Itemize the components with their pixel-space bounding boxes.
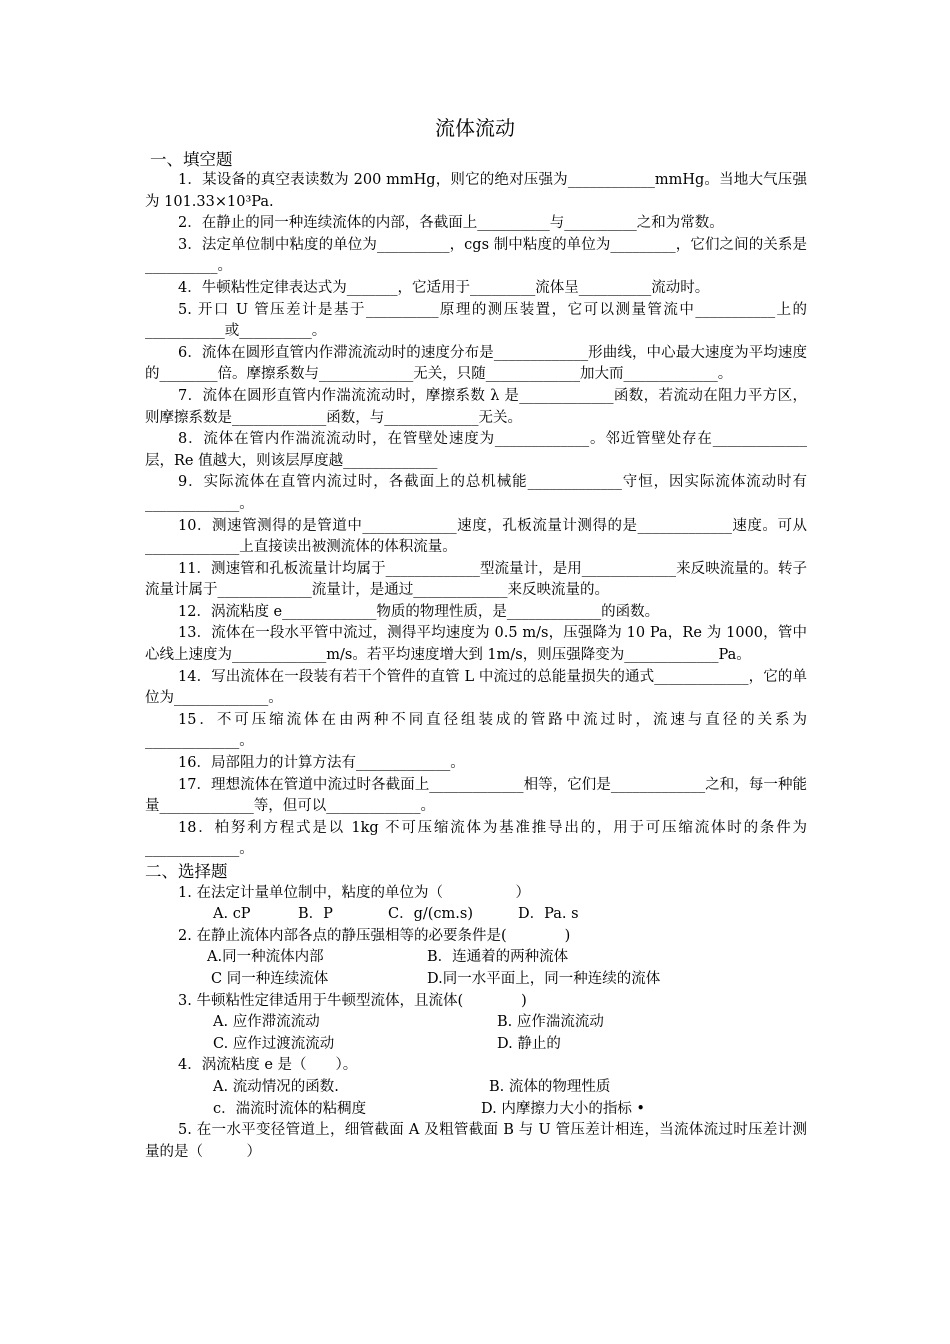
choice-question-3: 3. 牛顿粘性定律适用于牛顿型流体，且流体( ) <box>178 992 527 1009</box>
fill-question-13: 13．流体在一段水平管中流过，测得平均速度为 0.5 m/s，压强降为 10 Pa，Re 为 1000，管中心线上速度为_____________m/s。若平均速度增大到 1m/s，则压强降变为_____________Pa。 <box>145 625 807 664</box>
option-b: B．连通着的两种流体 <box>427 949 569 966</box>
fill-question-1: 1．某设备的真空表读数为 200 mmHg，则它的绝对压强为____________mmHg。当地大气压强为 101.33×10³Pa. <box>145 172 807 210</box>
choice-question-4: 4．涡流粘度 e 是（ ）。 <box>178 1057 358 1074</box>
section-heading-choice: 二、选择题 <box>145 862 228 881</box>
fill-question-8: 8．流体在管内作湍流流动时，在管壁处速度为_____________。邻近管壁处存在_____________层，Re 值越大，则该层厚度越_____________ <box>145 431 807 469</box>
fill-question-17: 17．理想流体在管道中流过时各截面上_____________相等，它们是_____________之和，每一种能量_____________等，但可以_____________。 <box>145 776 807 815</box>
fill-question-4: 4．牛顿粘性定律表达式为_______，它适用于_________流体呈__________流动时。 <box>178 279 710 296</box>
option-b: B. 流体的物理性质 <box>489 1078 611 1095</box>
fill-question-7: 7．流体在圆形直管内作湍流流动时，摩擦系数 λ 是_____________函数，若流动在阻力平方区，则摩擦系数是_____________函数，与_____________无关。 <box>145 387 807 426</box>
choice-question-2: 2. 在静止流体内部各点的静压强相等的必要条件是( ) <box>178 927 571 944</box>
fill-question-11: 11．测速管和孔板流量计均属于_____________型流量计，是用_____________来反映流量的。转子流量计属于_____________流量计，是通过_____________来反映流量的。 <box>145 560 807 599</box>
fill-question-12: 12．涡流粘度 e_____________物质的物理性质，是_____________的函数。 <box>178 603 660 620</box>
option-a: A.同一种流体内部 <box>207 949 324 966</box>
fill-question-2: 2．在静止的同一种连续流体的内部，各截面上__________与__________之和为常数。 <box>178 215 724 232</box>
option-c: C 同一种连续流体 <box>211 970 329 987</box>
choice-question-1: 1. 在法定计量单位制中，粘度的单位为（ ） <box>178 884 530 901</box>
choice-options-4b <box>145 1099 807 1121</box>
fill-question-15: 15．不可压缩流体在由两种不同直径组装成的管路中流过时，流速与直径的关系为_____________。 <box>145 711 807 750</box>
option-b: B．P <box>298 906 333 923</box>
option-d: D. 内摩擦力大小的指标 • <box>481 1100 645 1117</box>
choice-options-3b <box>145 1034 807 1056</box>
option-c: C. 应作过渡流流动 <box>213 1035 335 1052</box>
choice-options-4a <box>145 1077 807 1099</box>
option-d: D. 静止的 <box>497 1035 561 1052</box>
option-a: A. 应作滞流流动 <box>213 1014 320 1031</box>
fill-question-14: 14．写出流体在一段装有若干个管件的直管 L 中流过的总能量损失的通式_____________，它的单位为_____________。 <box>145 668 807 707</box>
option-d: D．Pa. s <box>518 906 579 923</box>
option-c: C．g/(cm.s) <box>388 906 473 923</box>
option-c: c．湍流时流体的粘稠度 <box>213 1100 367 1117</box>
option-b: B. 应作湍流流动 <box>497 1014 604 1031</box>
choice-options-3a <box>145 1012 807 1034</box>
option-a: A. cP <box>213 906 251 923</box>
choice-question-5: 5. 在一水平变径管道上，细管截面 A 及粗管截面 B 与 U 管压差计相连，当流体流过时压差计测量的是（ ） <box>145 1122 807 1160</box>
option-d: D.同一水平面上，同一种连续的流体 <box>427 970 661 987</box>
option-a: A. 流动情况的函数. <box>213 1078 339 1095</box>
fill-question-3: 3．法定单位制中粘度的单位为__________，cgs 制中粘度的单位为_________，它们之间的关系是__________。 <box>145 236 807 275</box>
question-content <box>145 170 807 1163</box>
page-title: 流体流动 <box>435 116 515 140</box>
section-heading-fill-blank: 一、填空题 <box>150 150 233 169</box>
fill-question-16: 16．局部阻力的计算方法有_____________。 <box>178 755 465 772</box>
fill-question-5: 5. 开口 U 管压差计是基于__________原理的测压装置，它可以测量管流中___________上的___________或__________。 <box>145 301 807 340</box>
fill-question-10: 10．测速管测得的是管道中_____________速度，孔板流量计测得的是_____________速度。可从_____________上直接读出被测流体的体积流量。 <box>145 517 807 556</box>
choice-options-1 <box>145 904 807 926</box>
fill-question-9: 9．实际流体在直管内流过时，各截面上的总机械能_____________守恒，因实际流体流动时有_____________。 <box>145 474 807 512</box>
fill-question-18: 18．柏努利方程式是以 1kg 不可压缩流体为基准推导出的，用于可压缩流体时的条件为_____________。 <box>145 819 807 858</box>
choice-options-2a <box>145 947 807 969</box>
fill-question-6: 6．流体在圆形直管内作滞流流动时的速度分布是_____________形曲线，中心最大速度为平均速度的________倍。摩擦系数与_____________无关，只随_____________加大而_____________。 <box>145 344 807 383</box>
choice-options-2b <box>145 969 807 991</box>
